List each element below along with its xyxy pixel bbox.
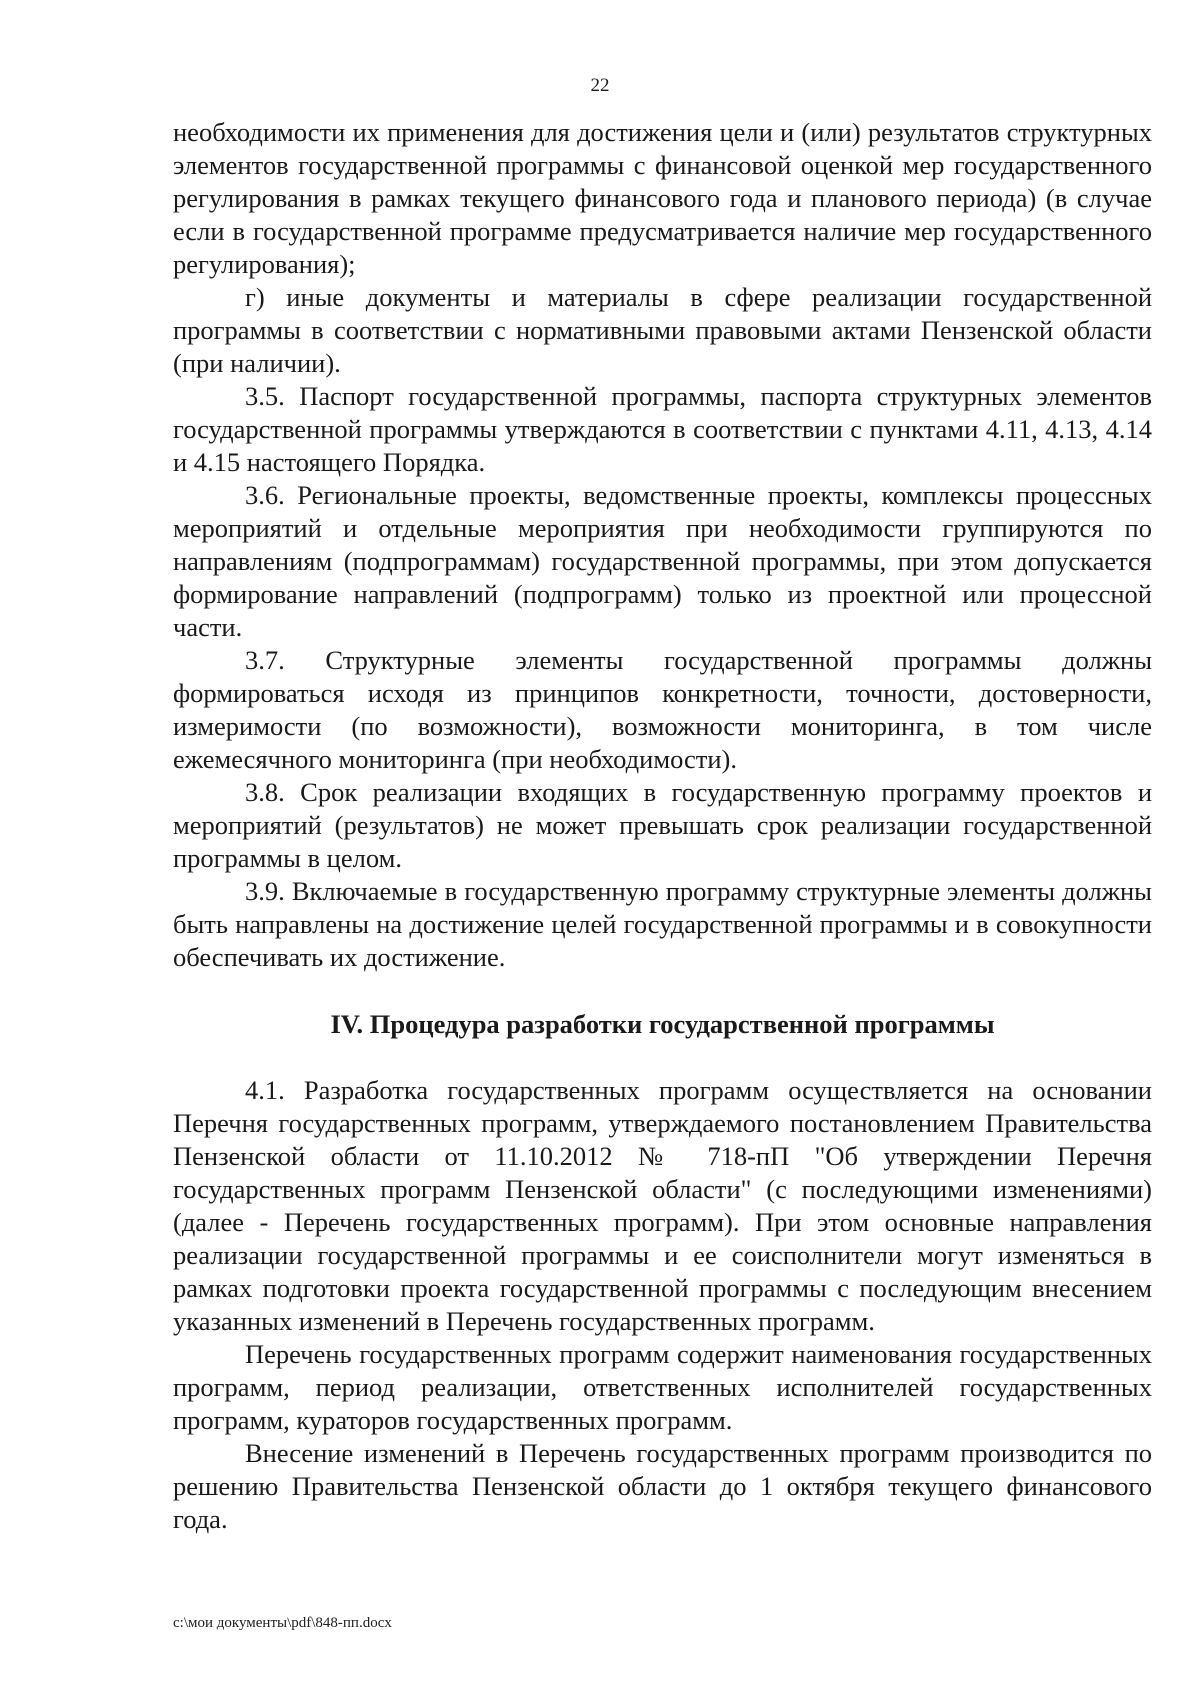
paragraph-4-1: 4.1. Разработка государственных программ осуществляется на основании Перечня государственных программ, утверждаемого постановлением Правительства Пензенской области от 11.10.2012 № 718-пП "Об утверждении Перечня государственных программ Пензенской области" (с последующими изменениями) (далее - Перечень государственных программ). При этом основные направления реализации государственной программы и ее соисполнители могут изменяться в рамках подготовки проекта государственной программы с последующим внесением указанных изменений в Перечень государственных программ. bbox=[173, 1075, 1152, 1336]
paragraph-3-8: 3.8. Срок реализации входящих в государственную программу проектов и мероприятий (результатов) не может превышать срок реализации государственной программы в целом. bbox=[173, 777, 1152, 873]
section-heading: IV. Процедура разработки государственной программы bbox=[330, 1009, 995, 1039]
paragraph-3-6: 3.6. Региональные проекты, ведомственные проекты, комплексы процессных мероприятий и отдельные мероприятия при необходимости группируются по направлениям (подпрограммам) государственной программы, при этом допускается формирование направлений (подпрограмм) только из проектной или процессной части. bbox=[173, 480, 1152, 642]
paragraph-item-g: г) иные документы и материалы в сфере реализации государственной программы в соответствии с нормативными правовыми актами Пензенской области (при наличии). bbox=[173, 282, 1152, 378]
paragraph-vnesenie: Внесение изменений в Перечень государственных программ производится по решению Правительства Пензенской области до 1 октября текущего финансового года. bbox=[173, 1438, 1152, 1534]
paragraph-perechen: Перечень государственных программ содержит наименования государственных программ, период реализации, ответственных исполнителей государственных программ, кураторов государственных программ. bbox=[173, 1339, 1152, 1435]
paragraph-3-5: 3.5. Паспорт государственной программы, паспорта структурных элементов государственной программы утверждаются в соответствии с пунктами 4.11, 4.13, 4.14 и 4.15 настоящего Порядка. bbox=[173, 381, 1152, 477]
paragraph-3-7: 3.7. Структурные элементы государственной программы должны формироваться исходя из принципов конкретности, точности, достоверности, измеримости (по возможности), возможности мониторинга, в том числе ежемесячного мониторинга (при необходимости). bbox=[173, 645, 1152, 774]
page-number: 22 bbox=[590, 75, 610, 96]
paragraph-continuation: необходимости их применения для достижения цели и (или) результатов структурных элементов государственной программы с финансовой оценкой мер государственного регулирования в рамках текущего финансового года и планового периода) (в случае если в государственной программе предусматривается наличие мер государственного регулирования); bbox=[173, 117, 1152, 279]
footer-file-path: c:\мои документы\pdf\848-пп.docx bbox=[173, 1615, 392, 1631]
document-body bbox=[173, 116, 1152, 1536]
paragraph-3-9: 3.9. Включаемые в государственную программу структурные элементы должны быть направлены на достижение целей государственной программы и в совокупности обеспечивать их достижение. bbox=[173, 876, 1152, 972]
